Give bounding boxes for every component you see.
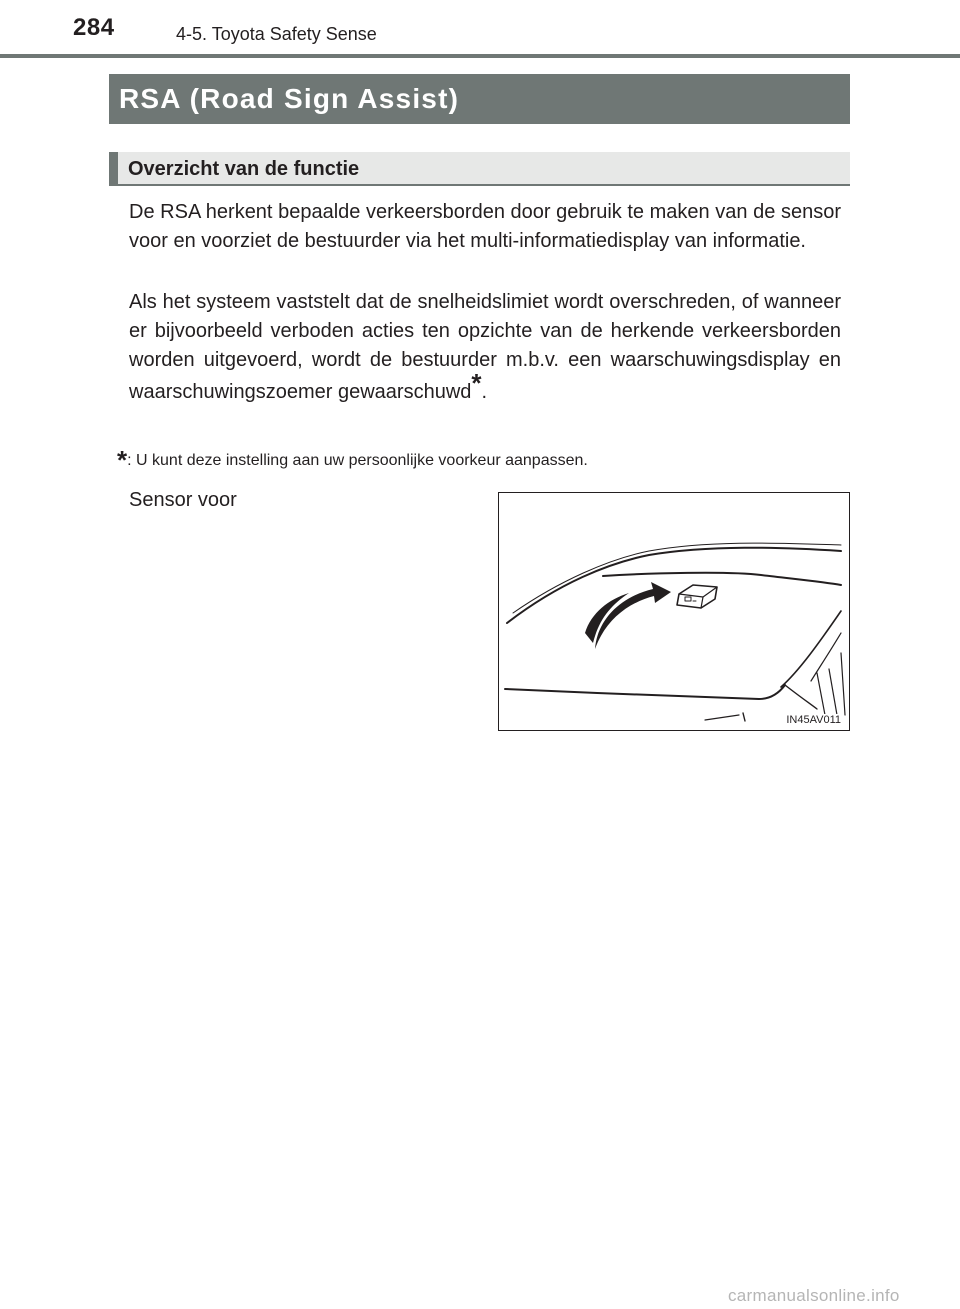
header-divider [0,54,960,58]
section-subheading [109,152,850,186]
footnote-reference: * [471,368,482,398]
page-number: 284 [73,14,115,41]
page-title: RSA (Road Sign Assist) [119,83,460,114]
subheading-text: Overzicht van de functie [128,158,360,180]
figure-caption: Sensor voor [129,489,237,511]
paragraph-warning [129,288,841,407]
sensor-figure [498,492,850,731]
title-bar [109,74,850,124]
footnote [117,445,847,475]
front-sensor-illustration [499,493,849,730]
section-label: 4-5. Toyota Safety Sense [176,24,377,44]
footnote-marker: * [117,445,128,475]
paragraph-warning-end: . [481,381,488,403]
watermark: carmanualsonline.info [728,1286,900,1305]
footnote-text: : U kunt deze instelling aan uw persoonlijke voorkeur aanpassen. [127,452,588,469]
paragraph-intro: De RSA herkent bepaalde verkeersborden door gebruik te maken van de sensor voor en voorziet de bestuurder via het multi-informatiedisplay van informatie. [129,201,841,252]
paragraph-warning-text: Als het systeem vaststelt dat de snelheidslimiet wordt overschreden, of wanneer er bijvoorbeeld verboden acties ten opzichte van de herkende verkeersborden worden uitgevoerd, wordt de bestuurder m.b.v. een waarschuwingsdisplay en waarschuwingszoemer gewaarschuwd [129,291,841,403]
figure-code: IN45AV011 [786,714,841,726]
